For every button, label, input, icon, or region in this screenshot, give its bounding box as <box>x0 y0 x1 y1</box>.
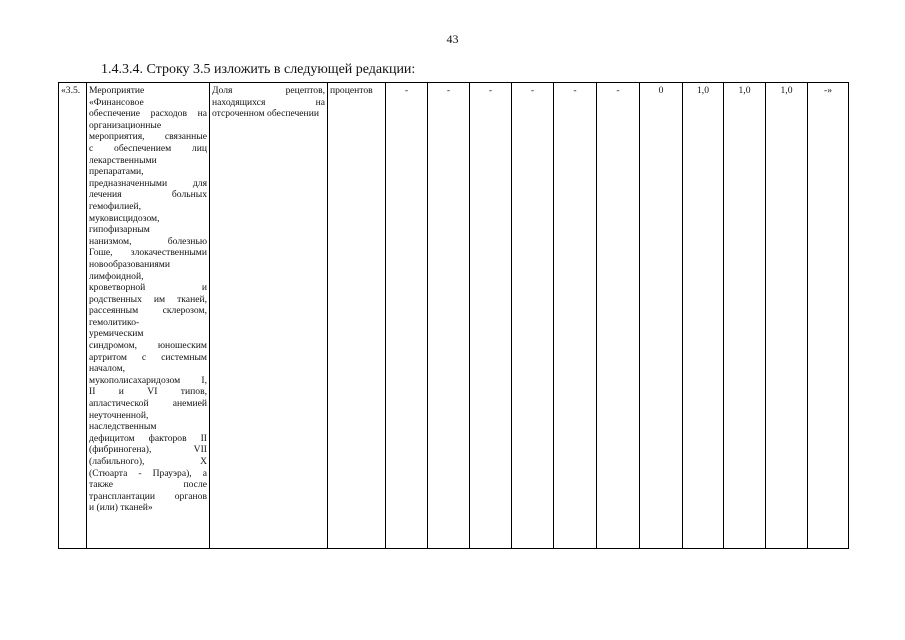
event-line: обеспечение расходов на <box>89 108 207 120</box>
table-row <box>59 83 849 549</box>
event-line: нанизмом, болезнью <box>89 235 207 247</box>
value-cell: - <box>554 83 597 549</box>
indicator-cell: Доля рецептов, находящихся на отсроченном обеспечении <box>210 83 328 549</box>
event-line: предназначенными для <box>89 177 207 189</box>
value-cell: - <box>470 83 512 549</box>
event-line: новообразованиями <box>89 258 171 270</box>
event-line: уремическим <box>89 328 144 340</box>
event-line: неуточненной, <box>89 409 149 421</box>
value-cell: - <box>386 83 428 549</box>
event-line: гипофизарным <box>89 224 150 236</box>
event-line: и (или) тканей» <box>89 502 153 514</box>
event-line: организационные <box>89 119 162 131</box>
event-line: лекарственными <box>89 154 157 166</box>
event-line: рассеянным склерозом, <box>89 305 207 317</box>
value-cell: 0 <box>640 83 683 549</box>
event-line: наследственным <box>89 421 157 433</box>
value-cell: - <box>597 83 640 549</box>
event-line: родственных им тканей, <box>89 293 207 305</box>
amendment-table <box>58 82 849 549</box>
event-line: «Финансовое <box>89 96 144 108</box>
event-line: мукополисахаридозом I, <box>89 374 207 386</box>
value-cell: -» <box>808 83 849 549</box>
event-line: дефицитом факторов II <box>89 432 207 444</box>
event-line: апластической анемией <box>89 398 207 410</box>
page-number: 43 <box>446 32 459 46</box>
event-line: гемолитико- <box>89 316 140 328</box>
value-cell: 1,0 <box>683 83 724 549</box>
event-line: II и VI типов, <box>89 386 207 398</box>
event-line: Гоше, злокачественными <box>89 247 207 259</box>
event-line: (фибриногена), VII <box>89 444 207 456</box>
value-cell: - <box>512 83 554 549</box>
event-line: гемофилией, <box>89 200 141 212</box>
event-line: трансплантации органов <box>89 490 207 502</box>
event-line: мероприятия, связанные <box>89 131 207 143</box>
value-cell: 1,0 <box>766 83 808 549</box>
event-line: также после <box>89 479 207 491</box>
row-number-cell: «3.5. <box>59 83 87 549</box>
event-line: с обеспечением лиц <box>89 142 207 154</box>
value-cell: - <box>428 83 470 549</box>
value-cell: 1,0 <box>724 83 766 549</box>
event-line: началом, <box>89 363 126 375</box>
event-line: (Стюарта - Прауэра), а <box>89 467 207 479</box>
event-line: Мероприятие <box>89 85 145 96</box>
event-line: муковисцидозом, <box>89 212 160 224</box>
event-line: лимфоидной, <box>89 270 144 282</box>
event-line: препаратами, <box>89 166 144 178</box>
event-line: кроветворной и <box>89 282 207 294</box>
event-line: артритом с системным <box>89 351 207 363</box>
event-line: синдромом, юношеским <box>89 340 207 352</box>
event-line: лечения больных <box>89 189 207 201</box>
event-cell <box>87 83 210 549</box>
amendment-heading: 1.4.3.4. Строку 3.5 изложить в следующей редакции: <box>101 62 416 77</box>
event-line: (лабильного), X <box>89 456 207 467</box>
unit-cell: процентов <box>328 83 386 549</box>
